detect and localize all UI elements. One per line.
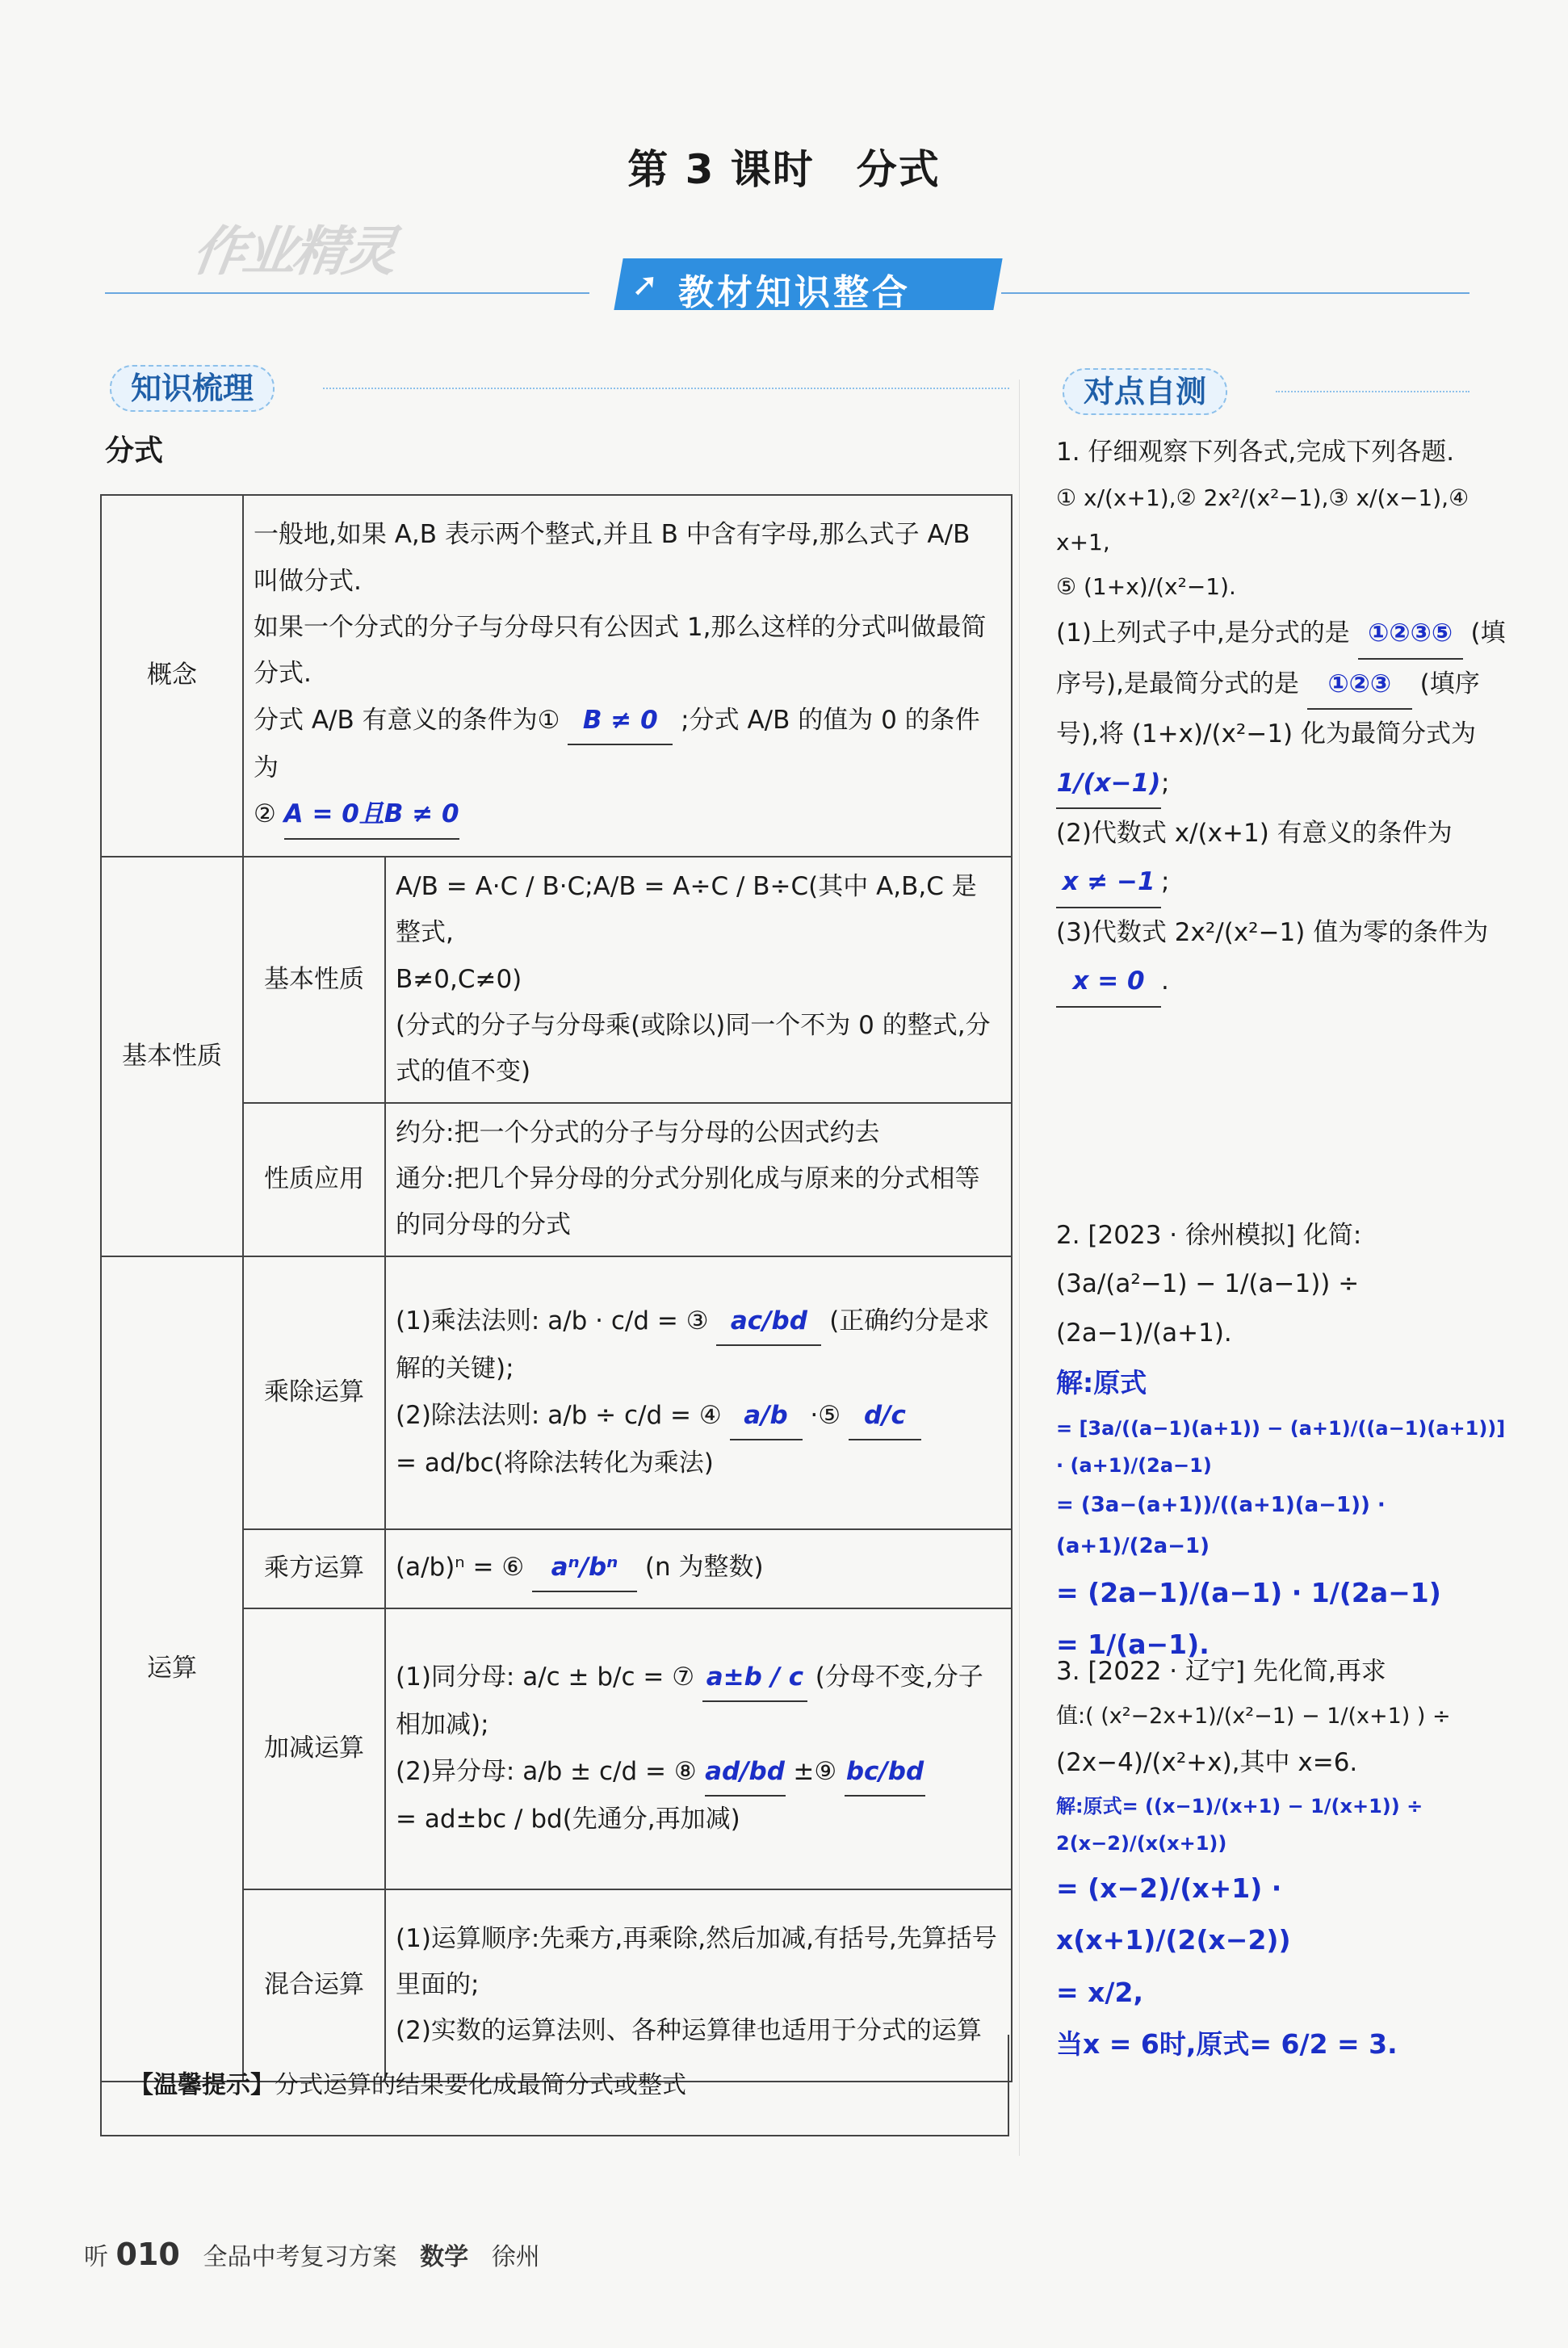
footer-book: 全品中考复习方案 — [203, 2243, 397, 2271]
ops-add: 加减运算 — [243, 1608, 385, 1889]
basic-sub2: 性质应用 — [243, 1103, 385, 1256]
q3-s2: = (x−2)/(x+1) · x(x+1)/(2(x−2)) — [1056, 1872, 1291, 1956]
add-line-1 — [396, 1654, 1001, 1749]
mul-l2-pre: (2)除法法则: a/b ÷ c/d = ④ — [396, 1400, 722, 1430]
answer-4: a/b — [730, 1393, 803, 1440]
concept-p4 — [254, 791, 1001, 839]
basic-sub1: 基本性质 — [243, 857, 385, 1103]
banner-label: 教材知识整合 — [678, 272, 911, 313]
concept-p3-pre: 分式 A/B 有意义的条件为① — [254, 705, 560, 735]
concept-p3-mid: ;分式 A/B 的值为 0 的条件为 — [254, 705, 980, 783]
mul-l2-mid: ·⑤ — [810, 1400, 841, 1430]
q3-s1: 解:原式= ((x−1)/(x+1) − 1/(x+1)) ÷ 2(x−2)/(x(x+1)) — [1056, 1794, 1423, 1855]
basic-sub2-l1: 约分:把一个分式的分子与分母的公因式约去 — [396, 1117, 880, 1147]
add-line-2 — [396, 1749, 1001, 1797]
concept-p2: 如果一个分式的分子与分母只有公因式 1,那么这样的分式叫做最简分式. — [254, 612, 987, 689]
q2-stem: 2. [2023 · 徐州模拟] 化简: — [1056, 1221, 1362, 1250]
add-l2-pre: (2)异分母: a/b ± c/d = ⑧ — [396, 1756, 697, 1786]
concept-p3 — [254, 698, 1001, 792]
footer — [84, 2237, 540, 2272]
q2-s0: 解:原式 — [1056, 1367, 1147, 1399]
mix-l2: (2)实数的运算法则、各种运算律也适用于分式的运算 — [396, 2016, 982, 2046]
concept-p3-num2: ② — [254, 799, 276, 829]
basic-sub1-l2: B≠0,C≠0) — [396, 964, 522, 994]
q1-answer-d: x ≠ −1 — [1056, 857, 1161, 908]
answer-3: ac/bd — [716, 1298, 821, 1346]
answer-2: A = 0且B ≠ 0 — [284, 791, 459, 839]
q3-stem: 3. [2022 · 辽宁] 先化简,再求 — [1056, 1657, 1386, 1686]
q1-block: 1. 仔细观察下列各式,完成下列各题. ① x/(x+1),② 2x²/(x²−1),③ x/(x−1),④ x+1, ⑤ (1+x)/(x²−1). (1)上列式子中,是分式的是 ①②③⑤ (填序号),是最简分式的是 ①②③ (填序号),将 (1+x)/(x²−1) 化为最简分式为 1/(x−1); (2)代数式 x/(x+1) 有意义的条件为 x ≠ −1 ; (3)代数式 2x²/(x²−1) 值为零的条件为 x = 0 . — [1056, 428, 1508, 1008]
concept-p1: 一般地,如果 A,B 表示两个整式,并且 B 中含有字母,那么式子 A/B 叫做分式. — [254, 520, 971, 596]
q2-s4: = 1/(a−1). — [1056, 1628, 1210, 1660]
basic-sub1-l1: A/B = A·C / B·C;A/B = A÷C / B÷C(其中 A,B,C 是整式, — [396, 872, 977, 948]
page-title: 第 3 课时 分式 — [627, 146, 941, 193]
q1-answer-e: x = 0 — [1056, 957, 1161, 1007]
right-header: 对点自测 — [1063, 368, 1227, 415]
q2-s1: = [3a/((a−1)(a+1)) − (a+1)/((a−1)(a+1))] · (a+1)/(2a−1) — [1056, 1416, 1506, 1478]
ops-label: 运算 — [101, 1256, 243, 2082]
q1-items: ① x/(x+1),② 2x²/(x²−1),③ x/(x−1),④ x+1, — [1056, 484, 1469, 556]
page-number: 010 — [115, 2237, 180, 2272]
answer-6: aⁿ/bⁿ — [532, 1545, 637, 1592]
add-l2-post: = ad±bc / bd(先通分,再加减) — [396, 1805, 740, 1834]
left-header: 知识梳理 — [110, 365, 275, 412]
basic-label: 基本性质 — [101, 857, 243, 1256]
tip-box — [100, 2035, 1009, 2136]
answer-5: d/c — [849, 1393, 921, 1440]
concept-row — [101, 495, 1012, 857]
q1-p1-mid2: (填序号),将 (1+x)/(x²−1) 化为最简分式为 — [1056, 669, 1480, 749]
ops-row-mul — [101, 1256, 1012, 1529]
arrow-icon: ➚ — [631, 266, 659, 304]
answer-7: a±b / c — [702, 1654, 807, 1702]
mix-l1: (1)运算顺序:先乘方,再乘除,然后加减,有括号,先算括号里面的; — [396, 1923, 997, 2000]
add-l1-pre: (1)同分母: a/c ± b/c = ⑦ — [396, 1662, 695, 1692]
q2-expr: (3a/(a²−1) − 1/(a−1)) ÷ (2a−1)/(a+1). — [1056, 1269, 1360, 1348]
answer-9: bc/bd — [845, 1749, 925, 1797]
q1-p1-mid: (填序号),是最简分式的是 — [1056, 618, 1506, 698]
mul-line-2 — [396, 1393, 1001, 1440]
q1-answer-a: ①②③⑤ — [1358, 609, 1463, 659]
q3-s4: 当x = 6时,原式= 6/2 = 3. — [1056, 2028, 1398, 2061]
tip-text: 分式运算的结果要化成最简分式或整式 — [275, 2071, 686, 2099]
knowledge-table — [100, 494, 1012, 2082]
basic-sub1-l3: (分式的分子与分母乘(或除以)同一个不为 0 的整式,分式的值不变) — [396, 1011, 991, 1087]
watermark: 作业精灵 — [188, 220, 398, 283]
q3-expr1: 值:( (x²−2x+1)/(x²−1) − 1/(x+1) ) ÷ — [1056, 1704, 1451, 1730]
banner-line-left — [105, 292, 589, 294]
mul-l1-post: (正确约分是求解的关键); — [396, 1306, 990, 1384]
mul-l2-post: = ad/bc(将除法转化为乘法) — [396, 1449, 714, 1478]
q3-block — [1056, 1647, 1508, 2070]
answer-8: ad/bd — [705, 1749, 786, 1797]
banner-line-right — [1001, 292, 1469, 294]
q2-s3: = (2a−1)/(a−1) · 1/(2a−1) — [1056, 1576, 1441, 1608]
q1-items2: ⑤ (1+x)/(x²−1). — [1056, 572, 1236, 600]
answer-1: B ≠ 0 — [568, 698, 673, 745]
column-divider — [1019, 379, 1020, 2156]
q1-p2-pre: (2)代数式 x/(x+1) 有意义的条件为 — [1056, 818, 1453, 848]
concept-label: 概念 — [101, 495, 243, 857]
q2-s2: = (3a−(a+1))/((a+1)(a−1)) · (a+1)/(2a−1) — [1056, 1493, 1386, 1558]
tip-head: 【温馨提示】 — [129, 2071, 275, 2099]
q1-p3-pre: (3)代数式 2x²/(x²−1) 值为零的条件为 — [1056, 917, 1489, 947]
ops-pow: 乘方运算 — [243, 1529, 385, 1608]
q1-stem: 1. 仔细观察下列各式,完成下列各题. — [1056, 438, 1455, 467]
q3-expr2: (2x−4)/(x²+x),其中 x=6. — [1056, 1748, 1358, 1778]
q2-block — [1056, 1211, 1508, 1671]
section-title: 分式 — [105, 434, 164, 468]
basic-row-1 — [101, 857, 1012, 1103]
ops-mix: 混合运算 — [243, 1889, 385, 2082]
add-l2-mid: ±⑨ — [793, 1756, 837, 1786]
mul-line-1 — [396, 1298, 1001, 1393]
footer-subject: 数学 — [420, 2243, 469, 2271]
q3-s3: = x/2, — [1056, 1976, 1143, 2008]
left-header-line — [323, 388, 1009, 389]
mul-l1-pre: (1)乘法法则: a/b · c/d = ③ — [396, 1306, 709, 1336]
q1-p1-pre: (1)上列式子中,是分式的是 — [1056, 618, 1350, 648]
pow-post: (n 为整数) — [644, 1553, 764, 1583]
ops-mul: 乘除运算 — [243, 1256, 385, 1529]
footer-prefix: 听 — [84, 2243, 108, 2271]
q1-answer-b: ①②③ — [1307, 660, 1412, 710]
footer-region: 徐州 — [491, 2243, 540, 2271]
basic-sub2-l2: 通分:把几个异分母的分式分别化成与原来的分式相等的同分母的分式 — [396, 1164, 980, 1240]
q1-answer-c: 1/(x−1) — [1056, 759, 1161, 809]
pow-pre: (a/b)ⁿ = ⑥ — [396, 1553, 525, 1583]
add-l1-post: (分母不变,分子相加减); — [396, 1662, 983, 1740]
right-header-line — [1276, 391, 1469, 392]
